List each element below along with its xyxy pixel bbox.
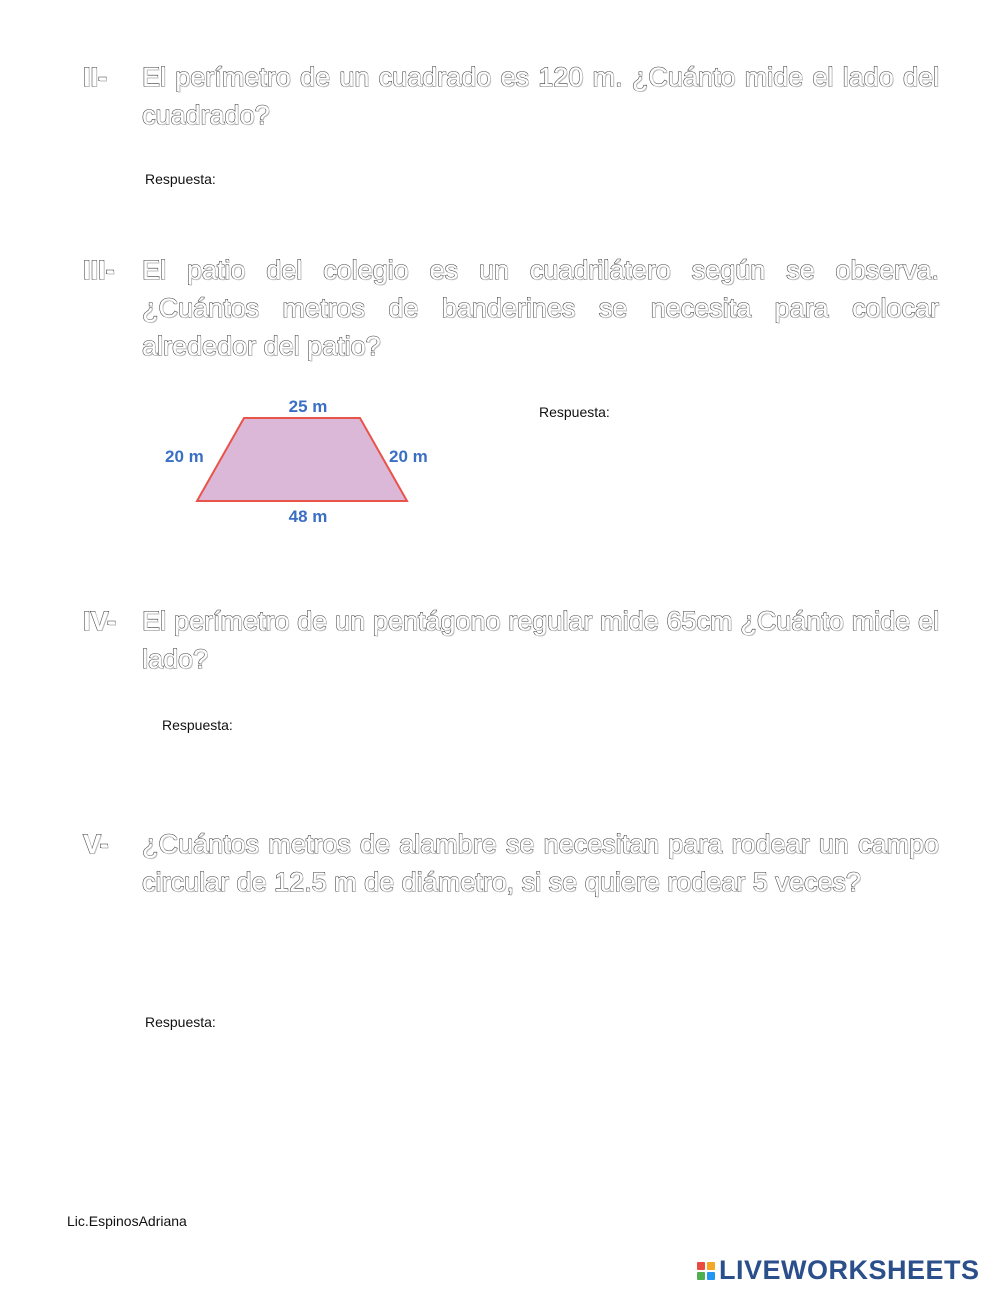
top-side-label: 25 m [288, 397, 328, 416]
question-4-number: IV- [83, 606, 117, 636]
trapezoid-shape [197, 418, 407, 501]
question-2-number: II- [83, 62, 107, 92]
brand-name: LIVEWORKSHEETS [719, 1255, 980, 1285]
question-4-answer-label: Respuesta: [162, 717, 233, 733]
question-5-answer-label: Respuesta: [145, 1014, 216, 1030]
author-credit: Lic.EspinosAdriana [67, 1213, 187, 1229]
question-5-text: ¿Cuántos metros de alambre se necesitan para rodear un campo circular de 12.5 m de diámetro, si se quiere rodear 5 veces? [142, 829, 939, 897]
right-side-label: 20 m [389, 447, 428, 466]
question-5-number: V- [83, 829, 109, 859]
question-2-text: El perímetro de un cuadrado es 120 m. ¿Cuánto mide el lado del cuadrado? [142, 62, 939, 130]
question-3-text: El patio del colegio es un cuadrilátero según se observa. ¿Cuántos metros de banderines se necesita para colocar alrededor del patio? [142, 255, 939, 361]
liveworksheets-logo-icon [697, 1262, 715, 1280]
bottom-side-label: 48 m [288, 507, 328, 526]
question-4-text: El perímetro de un pentágono regular mide 65cm ¿Cuánto mide el lado? [142, 606, 939, 674]
liveworksheets-brand[interactable] [697, 1255, 980, 1286]
question-2-answer-label: Respuesta: [145, 171, 216, 187]
left-side-label: 20 m [165, 447, 204, 466]
trapezoid-figure [160, 390, 450, 545]
question-3-number: III- [83, 255, 115, 285]
question-3-answer-label: Respuesta: [539, 404, 610, 420]
